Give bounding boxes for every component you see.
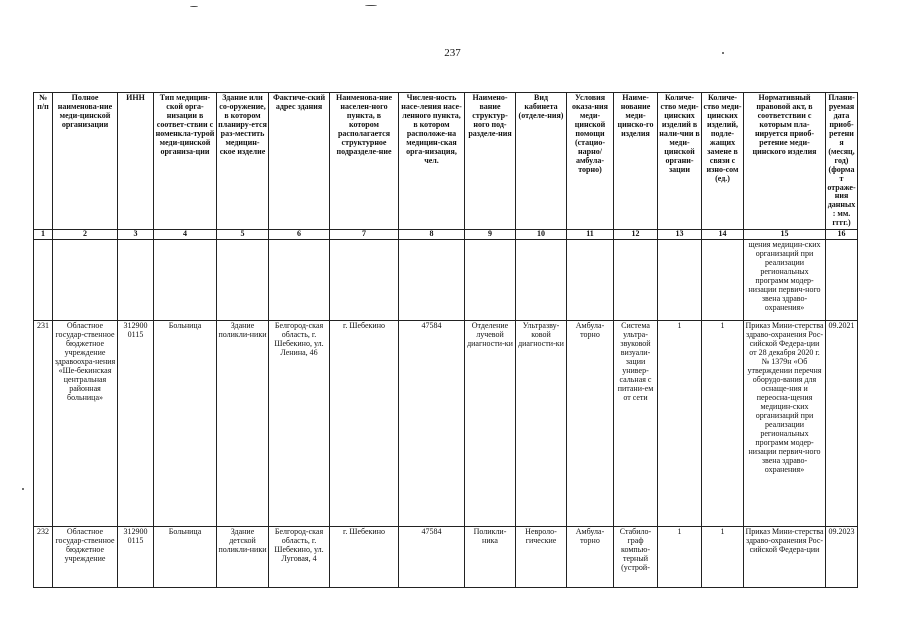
table-cell xyxy=(269,240,330,321)
header-cell: Полное наименова-ние меди-цинской организации xyxy=(53,93,118,230)
table-row xyxy=(34,321,858,527)
scan-speck xyxy=(365,5,377,6)
column-number: 12 xyxy=(614,230,658,240)
header-cell: Нормативный правовой акт, в соответствии с которым пла-нируется приоб-ретение меди-цинского изделия xyxy=(744,93,826,230)
organization-name: Областное государ-ственное бюджетное учреждение здравоохра-нения «Ше-бекинская центральная районная больница» xyxy=(53,321,118,527)
header-cell: Наиме-нование меди-цинско-го изделия xyxy=(614,93,658,230)
planned-date: 09.2021 xyxy=(826,321,858,527)
inn: 312900 0115 xyxy=(118,527,154,588)
column-number: 4 xyxy=(154,230,217,240)
column-number: 16 xyxy=(826,230,858,240)
building: Здание детской поликли-ники xyxy=(217,527,269,588)
column-number: 14 xyxy=(702,230,744,240)
row-number: 231 xyxy=(34,321,53,527)
cabinet-type: Невроло-гические xyxy=(516,527,567,588)
table-cell xyxy=(399,240,465,321)
table-cell xyxy=(826,240,858,321)
table-cell xyxy=(465,240,516,321)
header-cell: ИНН xyxy=(118,93,154,230)
legal-act: Приказ Мини-стерства здраво-охранения Рос-сийской Федера-ции от 28 декабря 2020 г. № 1379н «Об утверждении перечня оборудо-вания для оснаще-ния и переосна-щения медицин-ских организаций при реализации региональных программ модер-низации первич-ного звена здраво-охранения» xyxy=(744,321,826,527)
legal-act-continuation: щения медицин-ских организаций при реализации региональных программ модер-низации первич-ного звена здраво-охранения» xyxy=(744,240,826,321)
table-cell xyxy=(217,240,269,321)
header-cell: Плани-руемая дата приоб-ретения (месяц, год) (формат отраже-ния данных: мм. гггг.) xyxy=(826,93,858,230)
header-cell: Вид кабинета (отделе-ния) xyxy=(516,93,567,230)
locality: г. Шебекино xyxy=(330,321,399,527)
population: 47584 xyxy=(399,527,465,588)
care-conditions: Амбула-торно xyxy=(567,321,614,527)
column-number: 1 xyxy=(34,230,53,240)
scan-speck xyxy=(190,6,198,7)
column-number: 3 xyxy=(118,230,154,240)
care-conditions: Амбула-торно xyxy=(567,527,614,588)
quantity-available: 1 xyxy=(658,527,702,588)
header-cell: Условия оказа-ния меди-цинской помощи (стацио-нарно/ амбула-торно) xyxy=(567,93,614,230)
scan-speck xyxy=(722,52,724,54)
table-cell xyxy=(614,240,658,321)
table-cell xyxy=(154,240,217,321)
column-number: 11 xyxy=(567,230,614,240)
header-cell: Количе-ство меди-цинских изделий в нали-чии в меди-цинской органи-зации xyxy=(658,93,702,230)
address: Белгород-ская область, г. Шебекино, ул. Ленина, 46 xyxy=(269,321,330,527)
device-name: Система ультра-звуковой визуали-зации универ-сальная с питани-ем от сети xyxy=(614,321,658,527)
organization-type: Больница xyxy=(154,321,217,527)
table-cell xyxy=(330,240,399,321)
table-cell xyxy=(53,240,118,321)
structural-unit: Поликли-ника xyxy=(465,527,516,588)
header-cell: Наимено-вание структур-ного под-разделе-ния xyxy=(465,93,516,230)
quantity-to-replace: 1 xyxy=(702,321,744,527)
organization-name: Областное государ-ственное бюджетное учреждение xyxy=(53,527,118,588)
organization-type: Больница xyxy=(154,527,217,588)
device-name: Стабило-граф компью-терный (устрой- xyxy=(614,527,658,588)
table-cell xyxy=(516,240,567,321)
quantity-available: 1 xyxy=(658,321,702,527)
planned-date: 09.2023 xyxy=(826,527,858,588)
quantity-to-replace: 1 xyxy=(702,527,744,588)
header-cell: № п/п xyxy=(34,93,53,230)
population: 47584 xyxy=(399,321,465,527)
locality: г. Шебекино xyxy=(330,527,399,588)
address: Белгород-ская область, г. Шебекино, ул. Луговая, 4 xyxy=(269,527,330,588)
header-cell: Тип медицин-ской орга-низации в соответ-ствии с номенкла-турой меди-цинской организа-ции xyxy=(154,93,217,230)
header-cell: Числен-ность насе-ления насе-ленного пункта, в котором расположе-на медицин-ская орга-низация, чел. xyxy=(399,93,465,230)
column-number: 7 xyxy=(330,230,399,240)
column-number: 6 xyxy=(269,230,330,240)
header-cell: Фактиче-ский адрес здания xyxy=(269,93,330,230)
column-number: 5 xyxy=(217,230,269,240)
column-number-row xyxy=(34,230,858,240)
column-number: 8 xyxy=(399,230,465,240)
header-cell: Здание или со-оружение, в котором планиру-ется раз-местить медицин-ское изделие xyxy=(217,93,269,230)
table-cell xyxy=(702,240,744,321)
scan-speck xyxy=(22,488,24,490)
column-number: 2 xyxy=(53,230,118,240)
legal-act: Приказ Мини-стерства здраво-охранения Рос-сийской Федера-ции xyxy=(744,527,826,588)
table-cell xyxy=(567,240,614,321)
page-number: 237 xyxy=(444,47,461,59)
header-cell: Наименова-ние населен-ного пункта, в котором располагается структурное подразделе-ние xyxy=(330,93,399,230)
row-number: 232 xyxy=(34,527,53,588)
continuation-row xyxy=(34,240,858,321)
medical-equipment-table xyxy=(33,92,858,588)
table-cell xyxy=(658,240,702,321)
cabinet-type: Ультразву-ковой диагности-ки xyxy=(516,321,567,527)
header-cell: Количе-ство меди-цинских изделий, подле-жащих замене в связи с изно-сом (ед.) xyxy=(702,93,744,230)
table-row xyxy=(34,527,858,588)
building: Здание поликли-ники xyxy=(217,321,269,527)
table-cell xyxy=(118,240,154,321)
inn: 312900 0115 xyxy=(118,321,154,527)
column-number: 15 xyxy=(744,230,826,240)
structural-unit: Отделение лучевой диагности-ки xyxy=(465,321,516,527)
column-number: 9 xyxy=(465,230,516,240)
table-cell xyxy=(34,240,53,321)
column-number: 10 xyxy=(516,230,567,240)
column-number: 13 xyxy=(658,230,702,240)
header-row xyxy=(34,93,858,230)
